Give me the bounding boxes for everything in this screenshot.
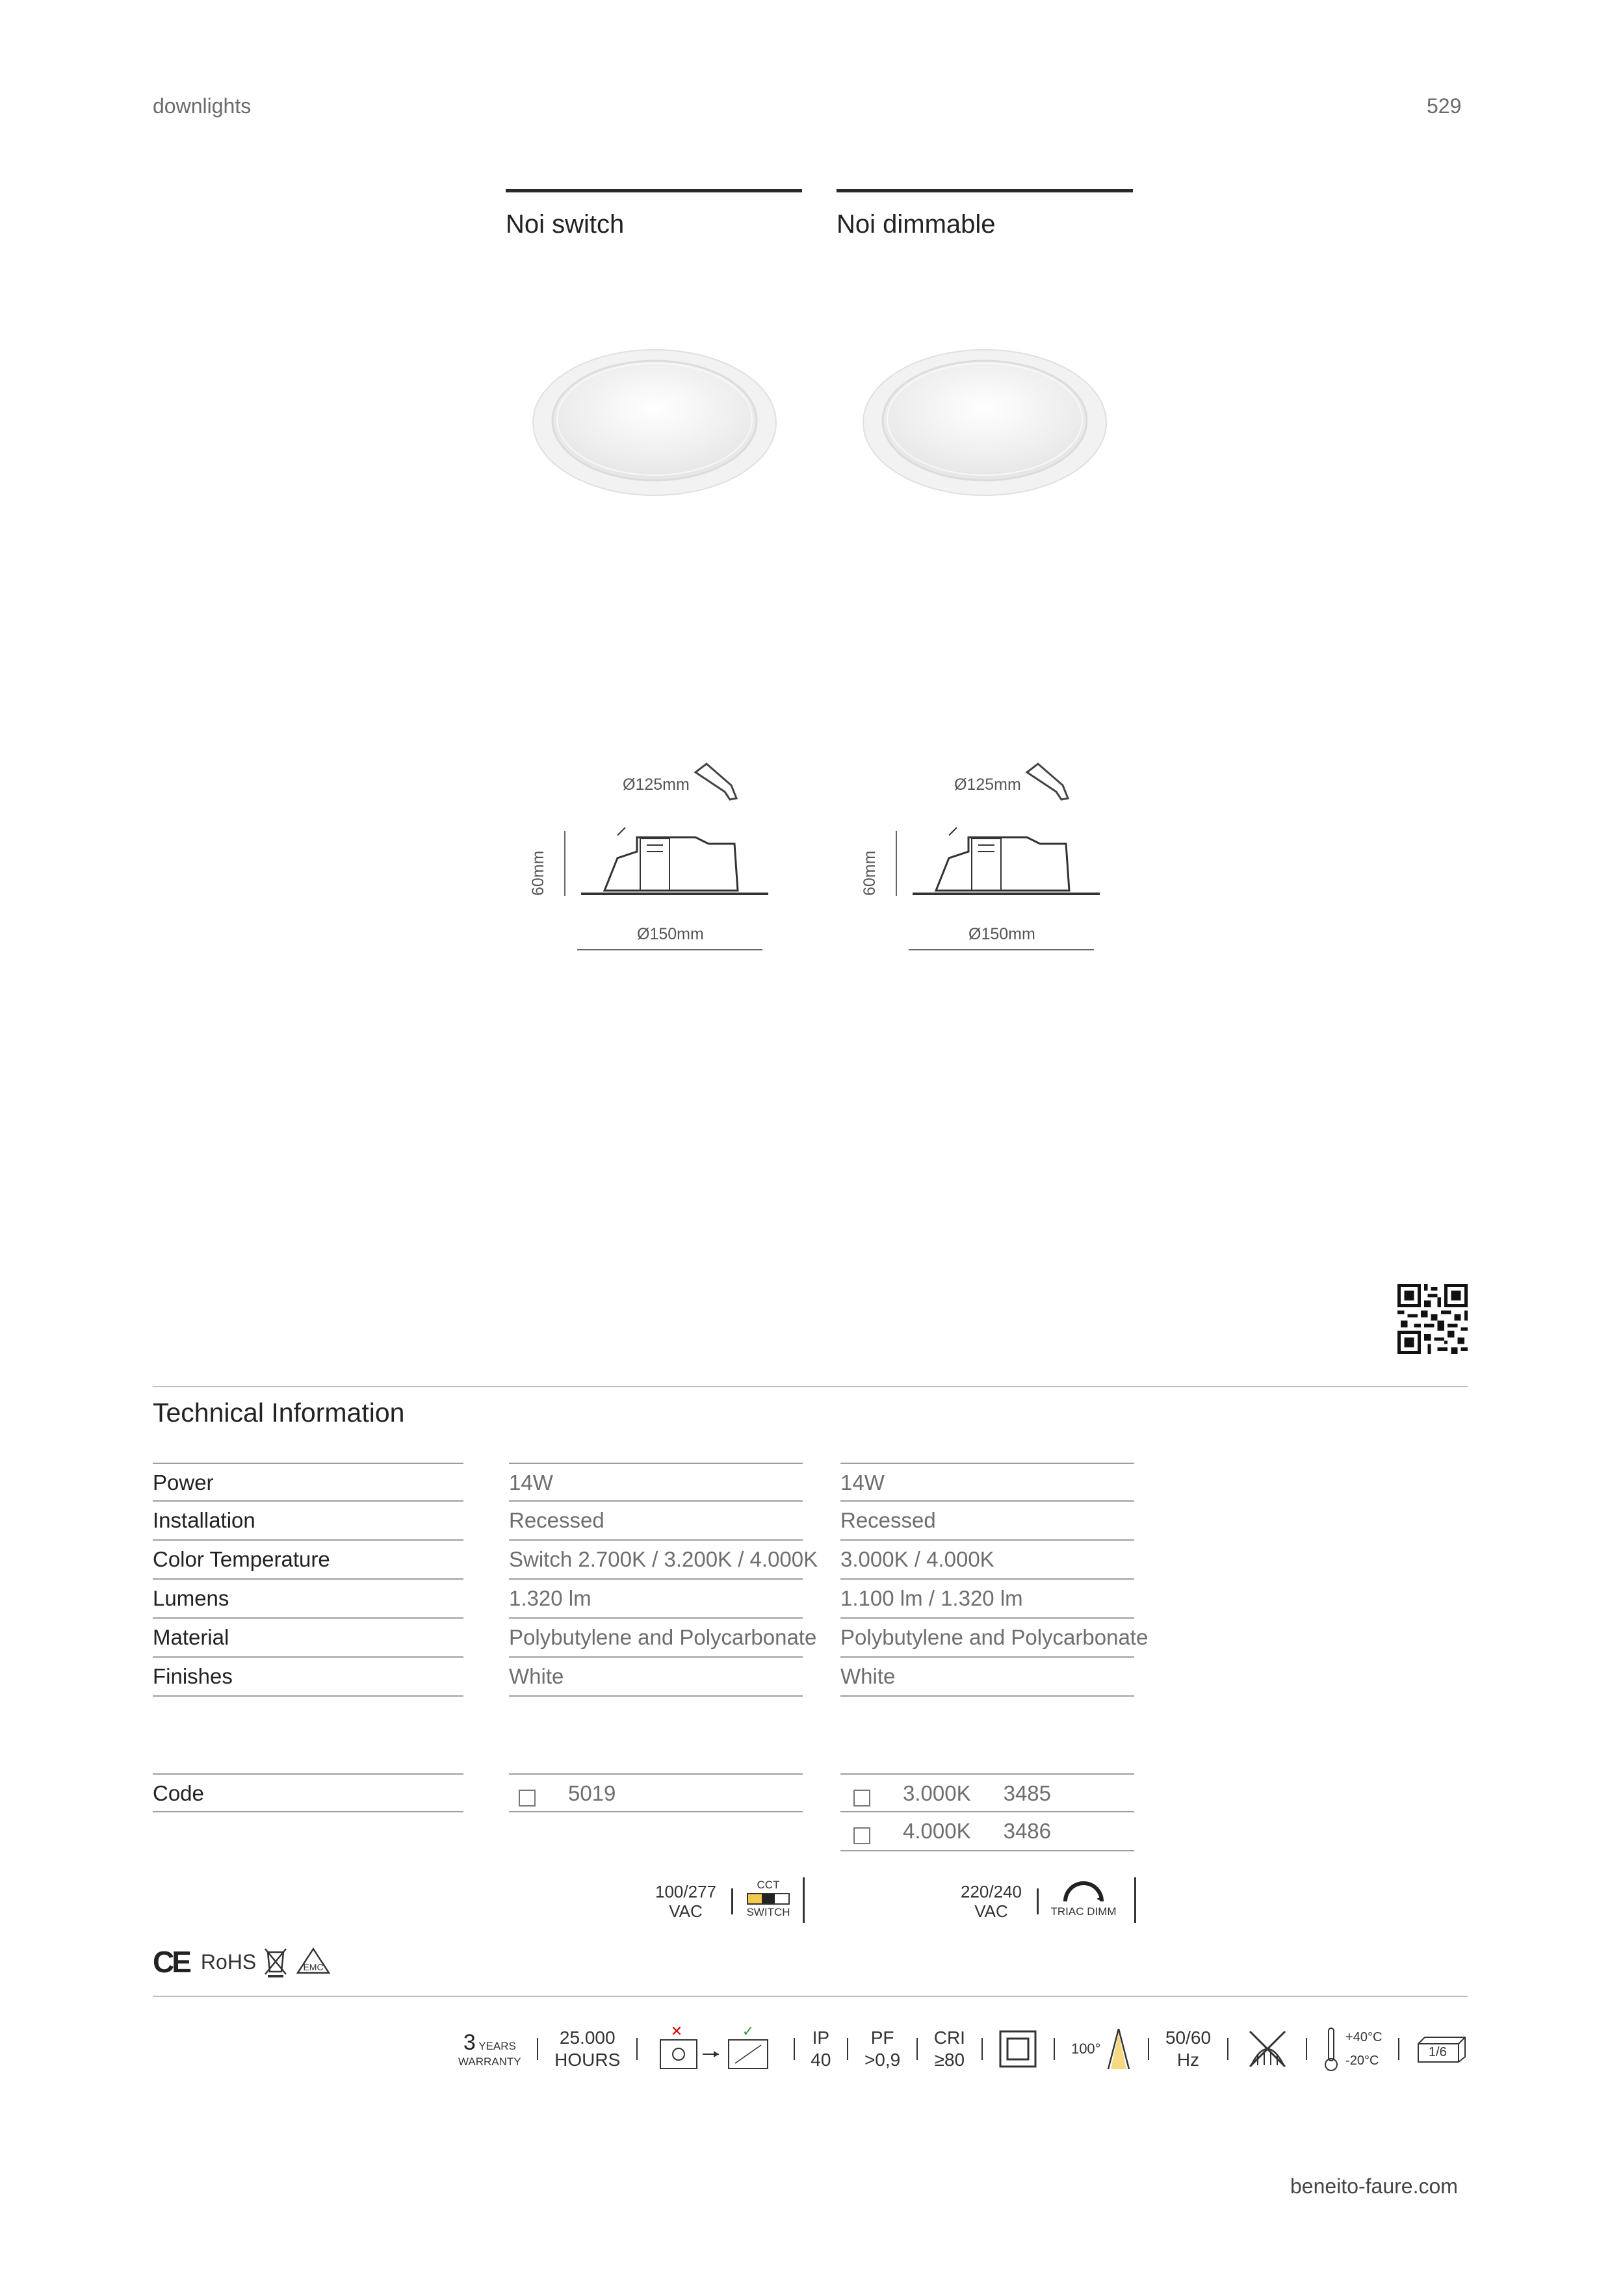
order-checkbox[interactable] bbox=[853, 1827, 870, 1844]
warranty-badge: 3 YEARS WARRANTY bbox=[458, 2029, 521, 2068]
weee-bin-icon bbox=[263, 1946, 289, 1978]
product-2-rule bbox=[837, 189, 1133, 192]
tech-cell: White bbox=[840, 1658, 1134, 1697]
code-row bbox=[153, 1773, 463, 1812]
triac-dimm-icon: TRIAC DIMM bbox=[1041, 1875, 1126, 1918]
product-1-image bbox=[531, 348, 778, 497]
section-label: downlights bbox=[153, 94, 252, 118]
code-label: Code bbox=[153, 1781, 204, 1805]
row-label: Finishes bbox=[153, 1664, 233, 1688]
tech-row bbox=[153, 1541, 463, 1580]
tech-cell: Switch 2.700K / 3.200K / 4.000K bbox=[509, 1541, 803, 1580]
qr-code[interactable] bbox=[1397, 1284, 1468, 1354]
tech-cell: 3.000K / 4.000K bbox=[840, 1541, 1134, 1580]
tech-row bbox=[153, 1658, 463, 1697]
code-row[interactable]: 3.000K 3485 bbox=[840, 1773, 1134, 1812]
rohs-mark: RoHS bbox=[200, 1950, 257, 1974]
code-row[interactable]: 5019 bbox=[509, 1773, 803, 1812]
height-label: 60mm bbox=[861, 850, 879, 896]
product-2-image bbox=[861, 348, 1108, 497]
row-label: Power bbox=[153, 1470, 214, 1494]
tech-cell: Polybutylene and Polycarbonate bbox=[840, 1619, 1134, 1658]
row-label: Material bbox=[153, 1625, 229, 1649]
lamp-replacement-icon bbox=[654, 2023, 777, 2075]
class-ii-icon bbox=[998, 2029, 1037, 2068]
lifetime-hours: 25.000 HOURS bbox=[554, 2028, 621, 2070]
cutout-diameter: Ø125mm bbox=[623, 776, 690, 794]
code-row[interactable]: 4.000K 3486 bbox=[840, 1812, 1134, 1851]
order-checkbox[interactable] bbox=[519, 1790, 536, 1807]
section-divider bbox=[153, 1386, 1468, 1387]
row-label: Color Temperature bbox=[153, 1547, 330, 1571]
fixture-section bbox=[910, 826, 1105, 904]
svg-text:✓: ✓ bbox=[742, 2024, 754, 2040]
thermometer-icon bbox=[1323, 2026, 1339, 2072]
svg-text:✕: ✕ bbox=[670, 2024, 682, 2040]
dimmer-icon bbox=[1058, 1875, 1110, 1905]
product-1-title: Noi switch bbox=[506, 210, 625, 239]
voltage-info: 100/277 VAC bbox=[655, 1882, 716, 1921]
product-1-dimension-drawing bbox=[529, 754, 806, 949]
saw-icon bbox=[692, 761, 744, 806]
tech-cell: 1.320 lm bbox=[509, 1580, 803, 1619]
cct-switch-icon: CCT SWITCH bbox=[746, 1879, 790, 1918]
technical-info-title: Technical Information bbox=[153, 1398, 405, 1428]
tech-cell: 14W bbox=[509, 1463, 803, 1502]
operating-temperature: +40°C -20°C bbox=[1323, 2026, 1382, 2072]
tech-row bbox=[153, 1502, 463, 1541]
ce-mark-icon: CE bbox=[153, 1945, 189, 1979]
no-insulation-cover-icon bbox=[1245, 2026, 1290, 2072]
tech-cell: White bbox=[509, 1658, 803, 1697]
tech-cell: 1.100 lm / 1.320 lm bbox=[840, 1580, 1134, 1619]
tech-row bbox=[153, 1463, 463, 1502]
emc-label: EMC bbox=[303, 1962, 324, 1972]
fixture-section bbox=[578, 826, 773, 904]
tech-cell: Recessed bbox=[840, 1502, 1134, 1541]
tech-row bbox=[153, 1619, 463, 1658]
order-checkbox[interactable] bbox=[853, 1790, 870, 1807]
fixture-diameter: Ø150mm bbox=[968, 925, 1035, 943]
page-number: 529 bbox=[1427, 94, 1462, 118]
tech-cell: Recessed bbox=[509, 1502, 803, 1541]
emc-mark-icon bbox=[295, 1947, 331, 1977]
product-1-rule bbox=[506, 189, 802, 192]
height-label: 60mm bbox=[529, 850, 547, 896]
beam-angle: 100° bbox=[1071, 2026, 1132, 2072]
ip-rating: IP 40 bbox=[811, 2028, 831, 2070]
voltage-info: 220/240 VAC bbox=[961, 1882, 1022, 1921]
features-divider bbox=[153, 1996, 1468, 1997]
cri-rating: CRI ≥80 bbox=[933, 2028, 965, 2070]
product-2-title: Noi dimmable bbox=[837, 210, 996, 239]
certifications bbox=[153, 1946, 331, 1978]
product-2-dimension-drawing bbox=[861, 754, 1137, 949]
packaging-ratio: 1/6 bbox=[1416, 2035, 1468, 2063]
frequency: 50/60 Hz bbox=[1165, 2028, 1212, 2070]
tech-cell: 14W bbox=[840, 1463, 1134, 1502]
row-label: Lumens bbox=[153, 1586, 229, 1610]
cutout-diameter: Ø125mm bbox=[954, 776, 1021, 794]
tech-row bbox=[153, 1580, 463, 1619]
saw-icon bbox=[1024, 761, 1076, 806]
website-link[interactable]: beneito-faure.com bbox=[1290, 2174, 1458, 2198]
features-strip bbox=[458, 2023, 1468, 2075]
beam-angle-icon bbox=[1106, 2026, 1132, 2072]
power-factor: PF >0,9 bbox=[864, 2028, 901, 2070]
tech-cell: Polybutylene and Polycarbonate bbox=[509, 1619, 803, 1658]
row-label: Installation bbox=[153, 1508, 255, 1532]
fixture-diameter: Ø150mm bbox=[637, 925, 704, 943]
